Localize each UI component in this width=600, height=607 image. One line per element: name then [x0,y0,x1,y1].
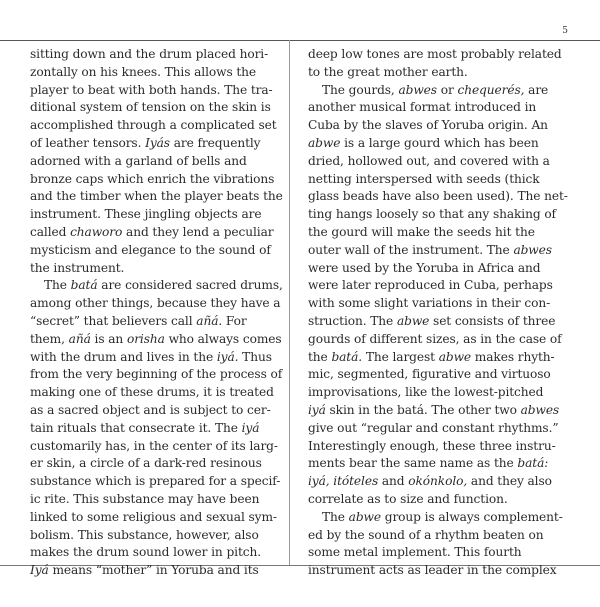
text-line [30,277,283,295]
text-line [308,64,558,82]
text-line [308,46,562,64]
text-line [308,224,558,242]
text-segment: them, [30,331,69,346]
text-segment: give out “regular and constant rhythms.” [308,420,559,435]
text-line [30,562,275,580]
italic-term: batá [70,278,98,293]
italic-term: iyá [241,420,260,435]
text-line [30,420,275,438]
text-line [30,117,275,135]
text-line [308,420,558,438]
italic-term: orisha [126,331,165,346]
text-line [308,491,558,509]
italic-term: abwes [513,242,552,257]
text-segment: who always comes [164,331,282,346]
text-segment: and the timber when the player beats the [30,189,283,204]
text-line [308,99,558,117]
text-segment: correlate as to size and function. [308,491,508,506]
text-line [30,455,275,473]
text-segment: tain rituals that consecrate it. The [30,420,242,435]
italic-term: batá. [331,349,363,364]
text-line [308,117,558,135]
column-divider [289,40,290,565]
text-segment: For [222,313,247,328]
text-segment: means “mother” in Yoruba and its [48,563,259,578]
text-line [30,509,275,527]
text-line [30,242,275,260]
text-segment: skin in the batá. The other two [325,402,521,417]
text-segment: glass beads have also been used). The net- [308,189,568,204]
text-line [308,562,558,580]
italic-term: Iyás [145,135,170,150]
text-segment: mic, segmented, figurative and virtuoso [308,367,551,382]
text-line [308,544,558,562]
text-segment: as a sacred object and is subject to cer- [30,402,271,417]
italic-term: batá: [517,456,549,471]
text-segment: and they also [467,474,552,489]
text-segment: er skin, a circle of a dark-red resinous [30,456,262,471]
text-line [30,135,275,153]
text-segment: another musical format introduced in [308,100,537,115]
text-line [30,99,275,117]
text-segment: dried, hollowed out, and covered with a [308,153,550,168]
text-segment: The [322,509,349,524]
text-line [30,153,275,171]
text-line [30,295,281,313]
text-line [308,331,562,349]
text-line [308,438,558,456]
text-segment: struction. The [308,313,397,328]
text-segment: are considered sacred drums, [97,278,283,293]
text-segment: some metal implement. This fourth [308,545,522,560]
italic-term: iyá [308,402,326,417]
text-segment: with the drum and lives in the [30,349,217,364]
text-segment: the instrument. [30,260,125,275]
text-line [308,384,558,402]
text-segment: is an [90,331,127,346]
text-segment: The [44,278,71,293]
text-segment: sitting down and the drum placed hori- [30,47,269,61]
text-line [308,135,558,153]
text-segment: ed by the sound of a rhythm beaten on [308,527,544,542]
text-segment: bronze caps which enrich the vibrations [30,171,275,186]
italic-term: Iyá [30,563,49,578]
italic-term: chaworo [70,224,123,239]
text-line [30,82,275,100]
text-segment: ments bear the same name as the [308,456,518,471]
text-line [30,188,283,206]
italic-term: añá. [196,313,223,328]
text-line [308,260,558,278]
text-segment: Thus [238,349,272,364]
italic-term: abwe [396,313,430,328]
text-segment: makes rhyth- [471,349,555,364]
text-segment: Interestingly enough, these three instru- [308,438,556,453]
text-line [30,64,275,82]
text-segment: and they lend a peculiar [122,224,274,239]
text-line [308,82,558,100]
text-line [308,509,563,527]
text-line [308,402,558,420]
text-segment: adorned with a garland of bells and [30,153,247,168]
text-line [30,544,275,562]
text-line [308,295,558,313]
text-line [30,260,275,278]
text-segment: accomplished through a complicated set [30,118,277,133]
text-segment: among other things, because they have a [30,296,281,311]
text-line [30,402,275,420]
text-line [308,349,558,367]
italic-term: añá [68,331,91,346]
text-line [30,46,275,64]
text-segment: or [436,82,458,97]
text-line [30,331,282,349]
text-segment: from the very beginning of the process of [30,367,283,382]
text-segment: gourds of different sizes, as in the case of [308,331,562,346]
text-segment: group is always complement- [380,509,563,524]
text-segment: making one of these drums, it is treated [30,385,274,400]
text-segment: ditional system of tension on the skin is [30,100,271,115]
text-segment: substance which is prepared for a specif- [30,474,281,489]
text-line [308,171,558,189]
italic-term: iyá. [216,349,239,364]
text-line [30,491,275,509]
text-segment: the [308,349,332,364]
right-text-column [308,46,568,580]
text-segment: were later reproduced in Cuba, perhaps [308,278,553,293]
italic-term: okónkolo, [408,474,468,489]
text-segment: linked to some religious and sexual sym- [30,509,277,524]
text-line [308,455,558,473]
text-segment: the gourd will make the seeds hit the [308,224,535,239]
text-line [30,349,275,367]
text-segment: mysticism and elegance to the sound of [30,242,271,257]
text-segment: to the great mother earth. [308,64,468,79]
text-segment: Cuba by the slaves of Yoruba origin. An [308,118,548,133]
text-line [308,153,558,171]
text-segment: The largest [362,349,439,364]
text-segment: and [378,474,409,489]
text-segment: customarily has, in the center of its larg- [30,438,278,453]
italic-term: abwes [398,82,437,97]
text-segment: called [30,224,71,239]
text-segment: “secret” that believers call [30,313,197,328]
text-segment: ic rite. This substance may have been [30,491,260,506]
text-line [308,277,558,295]
italic-term: abwes [520,402,560,417]
text-line [30,527,275,545]
text-segment: The gourds, [322,82,399,97]
text-line [308,206,558,224]
italic-term: abwe [438,349,472,364]
text-line [308,366,558,384]
text-line [308,313,558,331]
text-segment: player to beat with both hands. The tra- [30,82,273,97]
text-line [30,224,275,242]
text-segment: makes the drum sound lower in pitch. [30,545,262,560]
text-line [30,171,275,189]
text-segment: bolism. This substance, however, also [30,527,259,542]
text-segment: of leather tensors. [30,135,146,150]
text-line [308,527,558,545]
text-line [30,313,275,331]
text-segment: are frequently [169,135,261,150]
page-number: 5 [562,26,568,36]
text-segment: are [524,82,549,97]
text-segment: is a large gourd which has been [340,135,539,150]
italic-term: abwe [348,509,381,524]
text-line [30,384,275,402]
text-line [308,242,558,260]
text-segment: ting hangs loosely so that any shaking of [308,207,556,222]
left-text-column [30,46,283,580]
text-line [308,473,558,491]
text-segment: were used by the Yoruba in Africa and [308,260,541,275]
text-segment: deep low tones are most probably related [308,47,562,61]
italic-term: abwe [308,135,341,150]
top-divider [0,40,600,41]
italic-term: iyá, itóteles [308,474,379,489]
text-line [30,366,283,384]
text-segment: zontally on his knees. This allows the [30,64,257,79]
text-line [30,206,275,224]
text-segment: with some slight variations in their con- [308,296,551,311]
text-line [30,438,278,456]
italic-term: chequerés, [457,82,525,97]
text-line [308,188,568,206]
text-segment: improvisations, like the lowest-pitched [308,385,544,400]
text-segment: set consists of three [429,313,556,328]
text-segment: netting interspersed with seeds (thick [308,171,540,186]
text-segment: instrument. These jingling objects are [30,207,262,222]
text-segment: instrument acts as leader in the complex [308,563,557,578]
text-line [30,473,281,491]
text-segment: outer wall of the instrument. The [308,242,514,257]
